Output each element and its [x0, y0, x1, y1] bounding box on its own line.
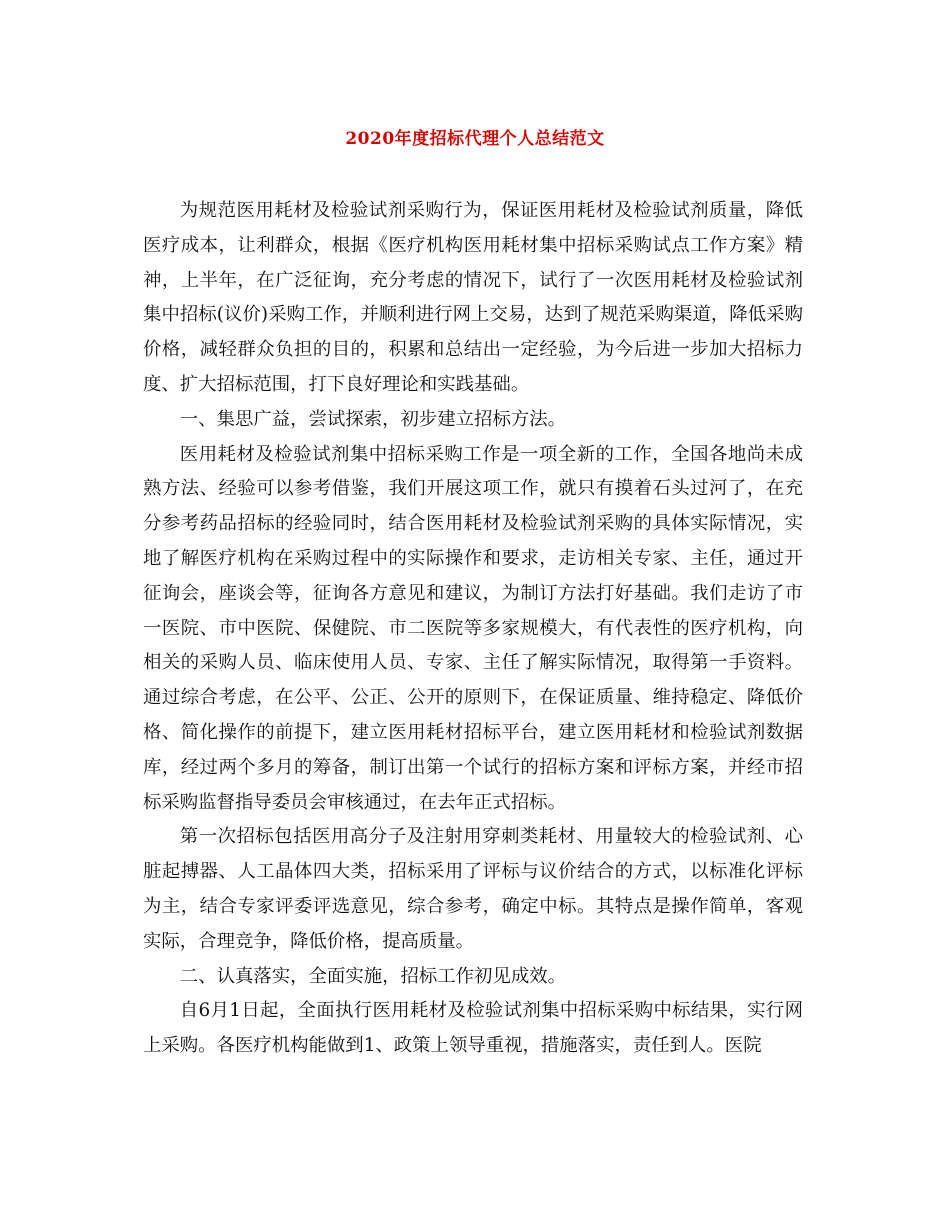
document-title: 2020年度招标代理个人总结范文: [345, 129, 605, 149]
paragraph-method: 医用耗材及检验试剂集中招标采购工作是一项全新的工作，全国各地尚未成熟方法、经验可以参考借鉴，我们开展这项工作，就只有摸着石头过河了，在充分参考药品招标的经验同时，结合医用耗材及检验试剂采购的具体实际情况，实地了解医疗机构在采购过程中的实际操作和要求，走访相关专家、主任，通过开征询会，座谈会等，征询各方意见和建议，为制订方法打好基础。我们走访了市一医院、市中医院、保健院、市二医院等多家规模大，有代表性的医疗机构，向相关的采购人员、临床使用人员、专家、主任了解实际情况，取得第一手资料。通过综合考虑，在公平、公正、公开的原则下，在保证质量、维持稳定、降低价格、简化操作的前提下，建立医用耗材招标平台，建立医用耗材和检验试剂数据库，经过两个多月的筹备，制订出第一个试行的招标方案和评标方案，并经市招标采购监督指导委员会审核通过，在去年正式招标。: [143, 443, 803, 813]
paragraph-intro: 为规范医用耗材及检验试剂采购行为，保证医用耗材及检验试剂质量，降低医疗成本，让利群众，根据《医疗机构医用耗材集中招标采购试点工作方案》精神，上半年，在广泛征询，充分考虑的情况下，试行了一次医用耗材及检验试剂集中招标(议价)采购工作，并顺利进行网上交易，达到了规范采购渠道，降低采购价格，减轻群众负担的目的，积累和总结出一定经验，为今后进一步加大招标力度、扩大招标范围，打下良好理论和实践基础。: [143, 200, 803, 395]
paragraph-first-tender: 第一次招标包括医用高分子及注射用穿刺类耗材、用量较大的检验试剂、心脏起搏器、人工晶体四大类，招标采用了评标与议价结合的方式，以标准化评标为主，结合专家评委评选意见，综合参考，确定中标。其特点是操作简单，客观实际，合理竞争，降低价格，提高质量。: [143, 826, 803, 952]
document-body: [143, 194, 803, 1064]
paragraph-implementation: 自6月1日起，全面执行医用耗材及检验试剂集中招标采购中标结果，实行网上采购。各医疗机构能做到1、政策上领导重视，措施落实，责任到人。医院: [143, 1000, 803, 1057]
section-heading-2: 二、认真落实，全面实施，招标工作初见成效。: [179, 965, 567, 987]
section-heading-1: 一、集思广益，尝试探索，初步建立招标方法。: [179, 408, 567, 430]
